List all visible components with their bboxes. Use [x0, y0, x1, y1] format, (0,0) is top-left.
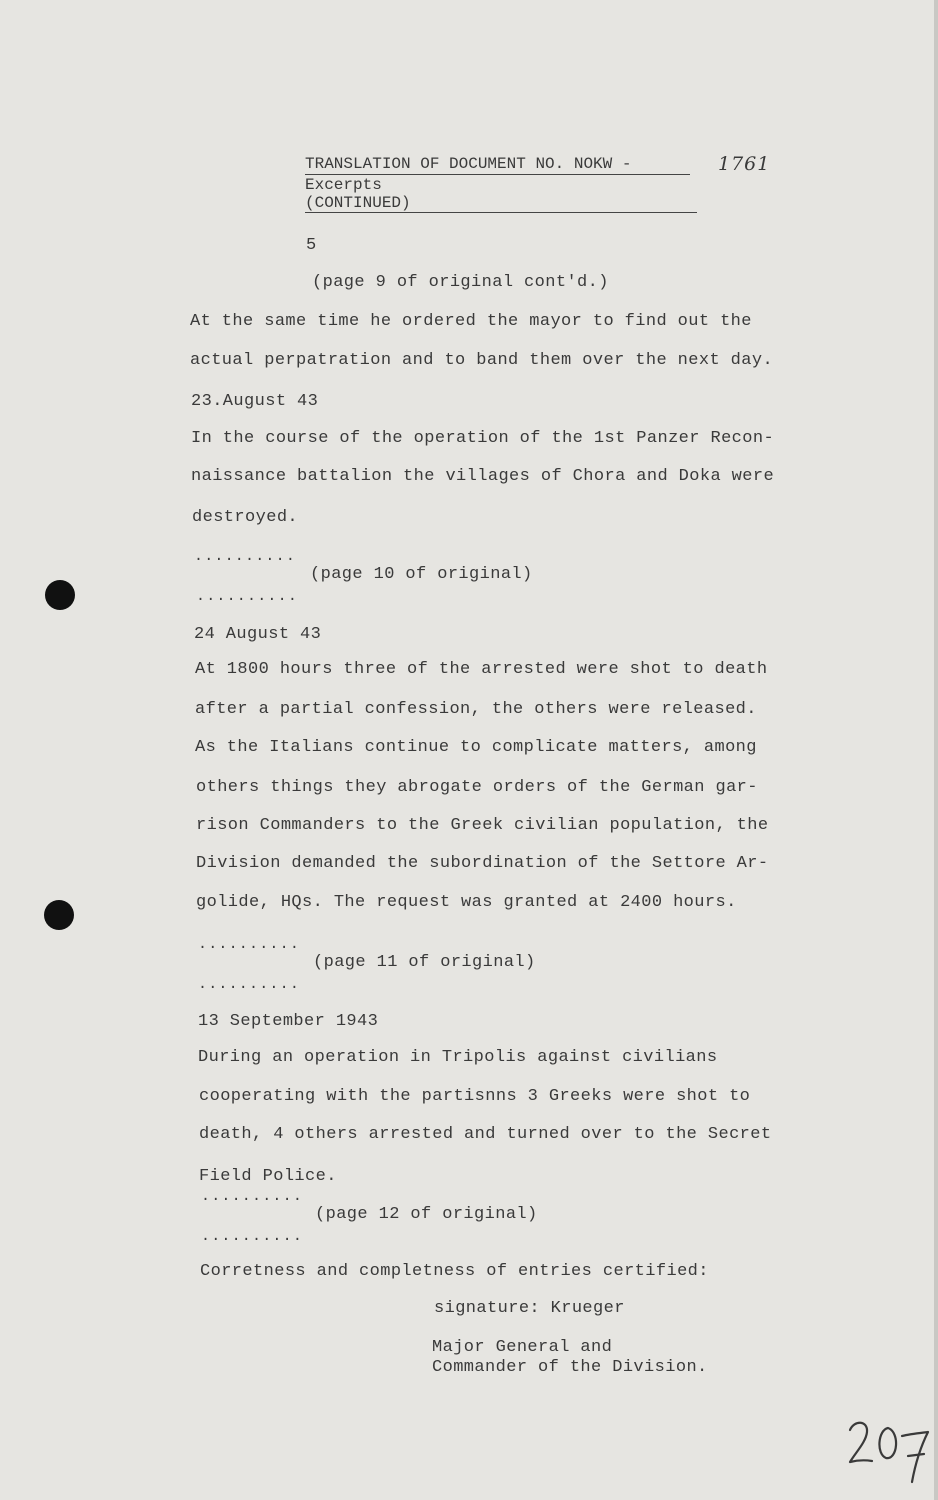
paragraph-line: after a partial confession, the others were released. [195, 700, 757, 719]
handwritten-page-number [842, 1408, 932, 1488]
paragraph-line: actual perpatration and to band them over the next day. [190, 351, 774, 370]
paragraph-line: Field Police. [199, 1167, 337, 1186]
entry-date-aug23: 23.August 43 [191, 392, 319, 411]
paragraph-line: destroyed. [192, 508, 299, 527]
omission-dots: .......... [201, 1188, 304, 1205]
paragraph-line: At 1800 hours three of the arrested were shot to death [195, 660, 768, 679]
header-bottom-rule [305, 212, 697, 213]
entry-date-aug24: 24 August 43 [194, 625, 322, 644]
signature-line: signature: Krueger [434, 1299, 625, 1318]
paragraph-line: As the Italians continue to complicate matters, among [195, 738, 757, 757]
signer-title: Commander of the Division. [432, 1358, 708, 1377]
paragraph-line: others things they abrogate orders of the German gar- [196, 778, 758, 797]
paragraph-line: During an operation in Tripolis against civilians [198, 1048, 718, 1067]
paragraph-line: golide, HQs. The request was granted at 2400 hours. [196, 893, 737, 912]
page-reference-9: (page 9 of original cont'd.) [312, 273, 609, 292]
paragraph-line: cooperating with the partisnns 3 Greeks were shot to [199, 1087, 751, 1106]
paragraph-line: Division demanded the subordination of the Settore Ar- [196, 854, 769, 873]
certification-statement: Corretness and completness of entries certified: [200, 1262, 709, 1281]
page-edge-shadow [934, 0, 938, 1500]
header-title-underline [305, 174, 690, 175]
page-reference-11: (page 11 of original) [313, 953, 536, 972]
paragraph-line: death, 4 others arrested and turned over to the Secret [199, 1125, 772, 1144]
header-title: TRANSLATION OF DOCUMENT NO. NOKW - [305, 155, 632, 173]
header-excerpts: Excerpts [305, 176, 382, 194]
paragraph-line: rison Commanders to the Greek civilian population, the [196, 816, 769, 835]
page-reference-10: (page 10 of original) [310, 565, 533, 584]
document-number: 1761 [718, 153, 771, 175]
omission-dots: .......... [198, 976, 301, 993]
header-continued: (CONTINUED) [305, 194, 411, 212]
paragraph-line: naissance battalion the villages of Chora and Doka were [191, 467, 775, 486]
punch-hole-bottom [44, 900, 74, 930]
punch-hole-top [45, 580, 75, 610]
omission-dots: .......... [201, 1228, 304, 1245]
paragraph-line: In the course of the operation of the 1st Panzer Recon- [191, 429, 775, 448]
signer-rank: Major General and [432, 1338, 613, 1357]
omission-dots: .......... [194, 548, 297, 565]
page-reference-12: (page 12 of original) [315, 1205, 538, 1224]
omission-dots: .......... [196, 588, 299, 605]
paragraph-line: At the same time he ordered the mayor to find out the [190, 312, 752, 331]
omission-dots: .......... [198, 936, 301, 953]
section-number: 5 [306, 236, 317, 255]
entry-date-sep13: 13 September 1943 [198, 1012, 379, 1031]
